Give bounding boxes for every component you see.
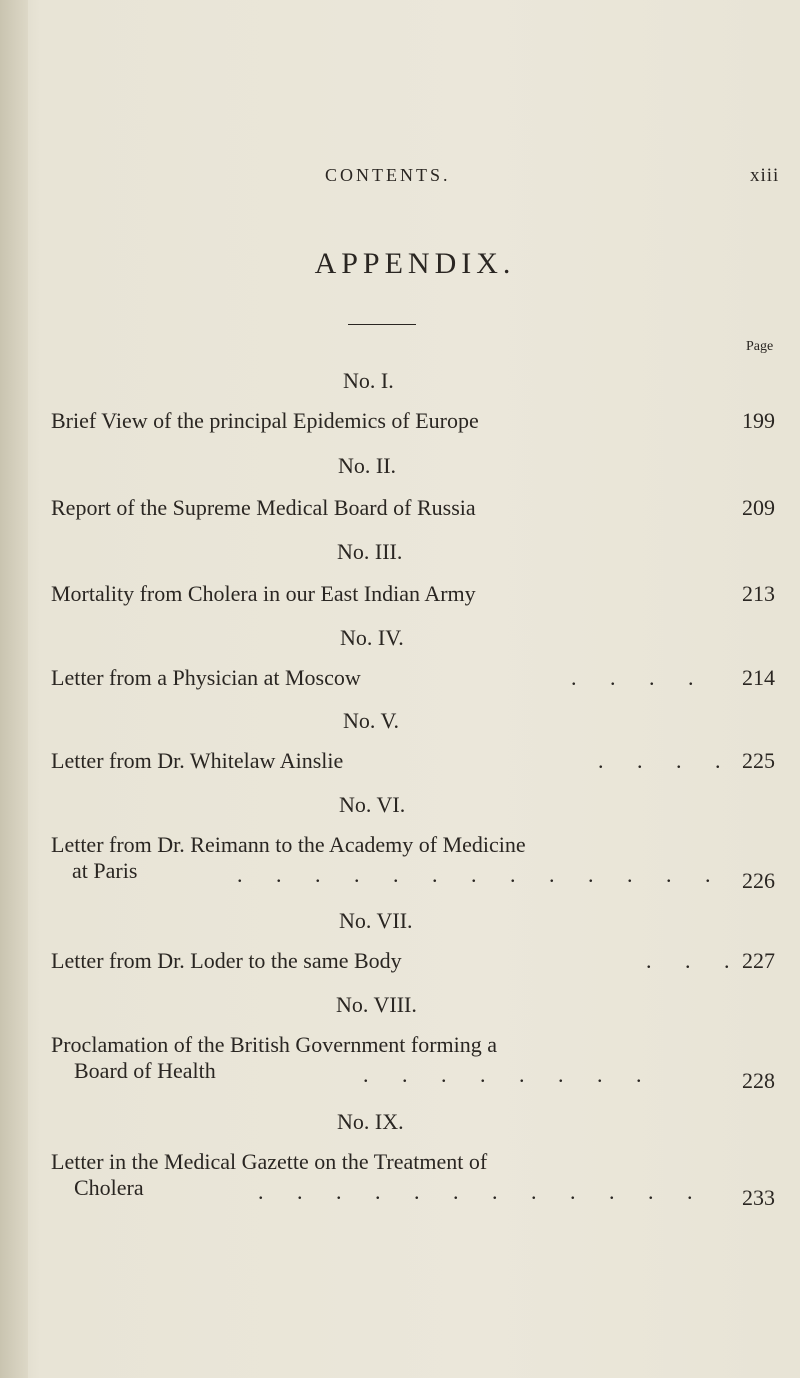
entry-title: Letter from Dr. Reimann to the Academy of Medicine: [51, 832, 526, 857]
entry-page: 227: [742, 948, 775, 973]
entry-number: No. VII.: [339, 908, 413, 933]
leader-dots: . . . . . . . . . . . . .: [237, 862, 725, 887]
entry-number: No. IV.: [340, 625, 404, 650]
entry-title: Proclamation of the British Government forming a: [51, 1032, 498, 1057]
entry-title-continuation: at Paris: [72, 858, 138, 883]
running-head-title: CONTENTS.: [325, 165, 451, 185]
entry-page: 213: [742, 581, 775, 606]
page-folio: xiii: [750, 165, 780, 186]
entry-page: 226: [742, 868, 775, 893]
entry-number: No. VI.: [339, 792, 406, 817]
entry-page: 233: [742, 1185, 775, 1210]
entry-number: No. V.: [343, 708, 400, 733]
entry-page: 209: [742, 495, 775, 520]
leader-dots: . . .: [646, 948, 744, 973]
heading-rule: [348, 324, 416, 325]
appendix-heading: APPENDIX.: [314, 247, 516, 280]
entry-number: No. IX.: [337, 1109, 404, 1134]
page-column-label: Page: [746, 339, 774, 354]
entry-title: Letter from a Physician at Moscow: [51, 665, 361, 690]
entry-title: Report of the Supreme Medical Board of Russia: [51, 495, 476, 520]
running-head: [0, 165, 800, 195]
entry-number: No. II.: [338, 453, 397, 478]
entry-title: Letter from Dr. Loder to the same Body: [51, 948, 402, 973]
entry-title: Letter from Dr. Whitelaw Ainslie: [51, 748, 344, 773]
entry-page: 228: [742, 1068, 775, 1093]
leader-dots: . . . . . . . .: [363, 1062, 656, 1087]
entry-page: 199: [742, 408, 775, 433]
entry-page: 225: [742, 748, 775, 773]
entry-title: Letter in the Medical Gazette on the Treatment of: [51, 1149, 488, 1174]
entry-title-continuation: Cholera: [74, 1175, 144, 1200]
entry-number: No. III.: [337, 539, 403, 564]
entry-number: No. I.: [343, 368, 394, 393]
entry-number: No. VIII.: [336, 992, 417, 1017]
entry-title: Mortality from Cholera in our East Indian Army: [51, 581, 476, 606]
leader-dots: . . . .: [571, 665, 708, 690]
leader-dots: . . . .: [598, 748, 735, 773]
leader-dots: . . . . . . . . . . . .: [258, 1179, 707, 1204]
page-spine-shadow: [0, 0, 28, 1378]
entry-page: 214: [742, 665, 775, 690]
entry-title: Brief View of the principal Epidemics of Europe: [51, 408, 479, 433]
entry-title-continuation: Board of Health: [74, 1058, 216, 1083]
